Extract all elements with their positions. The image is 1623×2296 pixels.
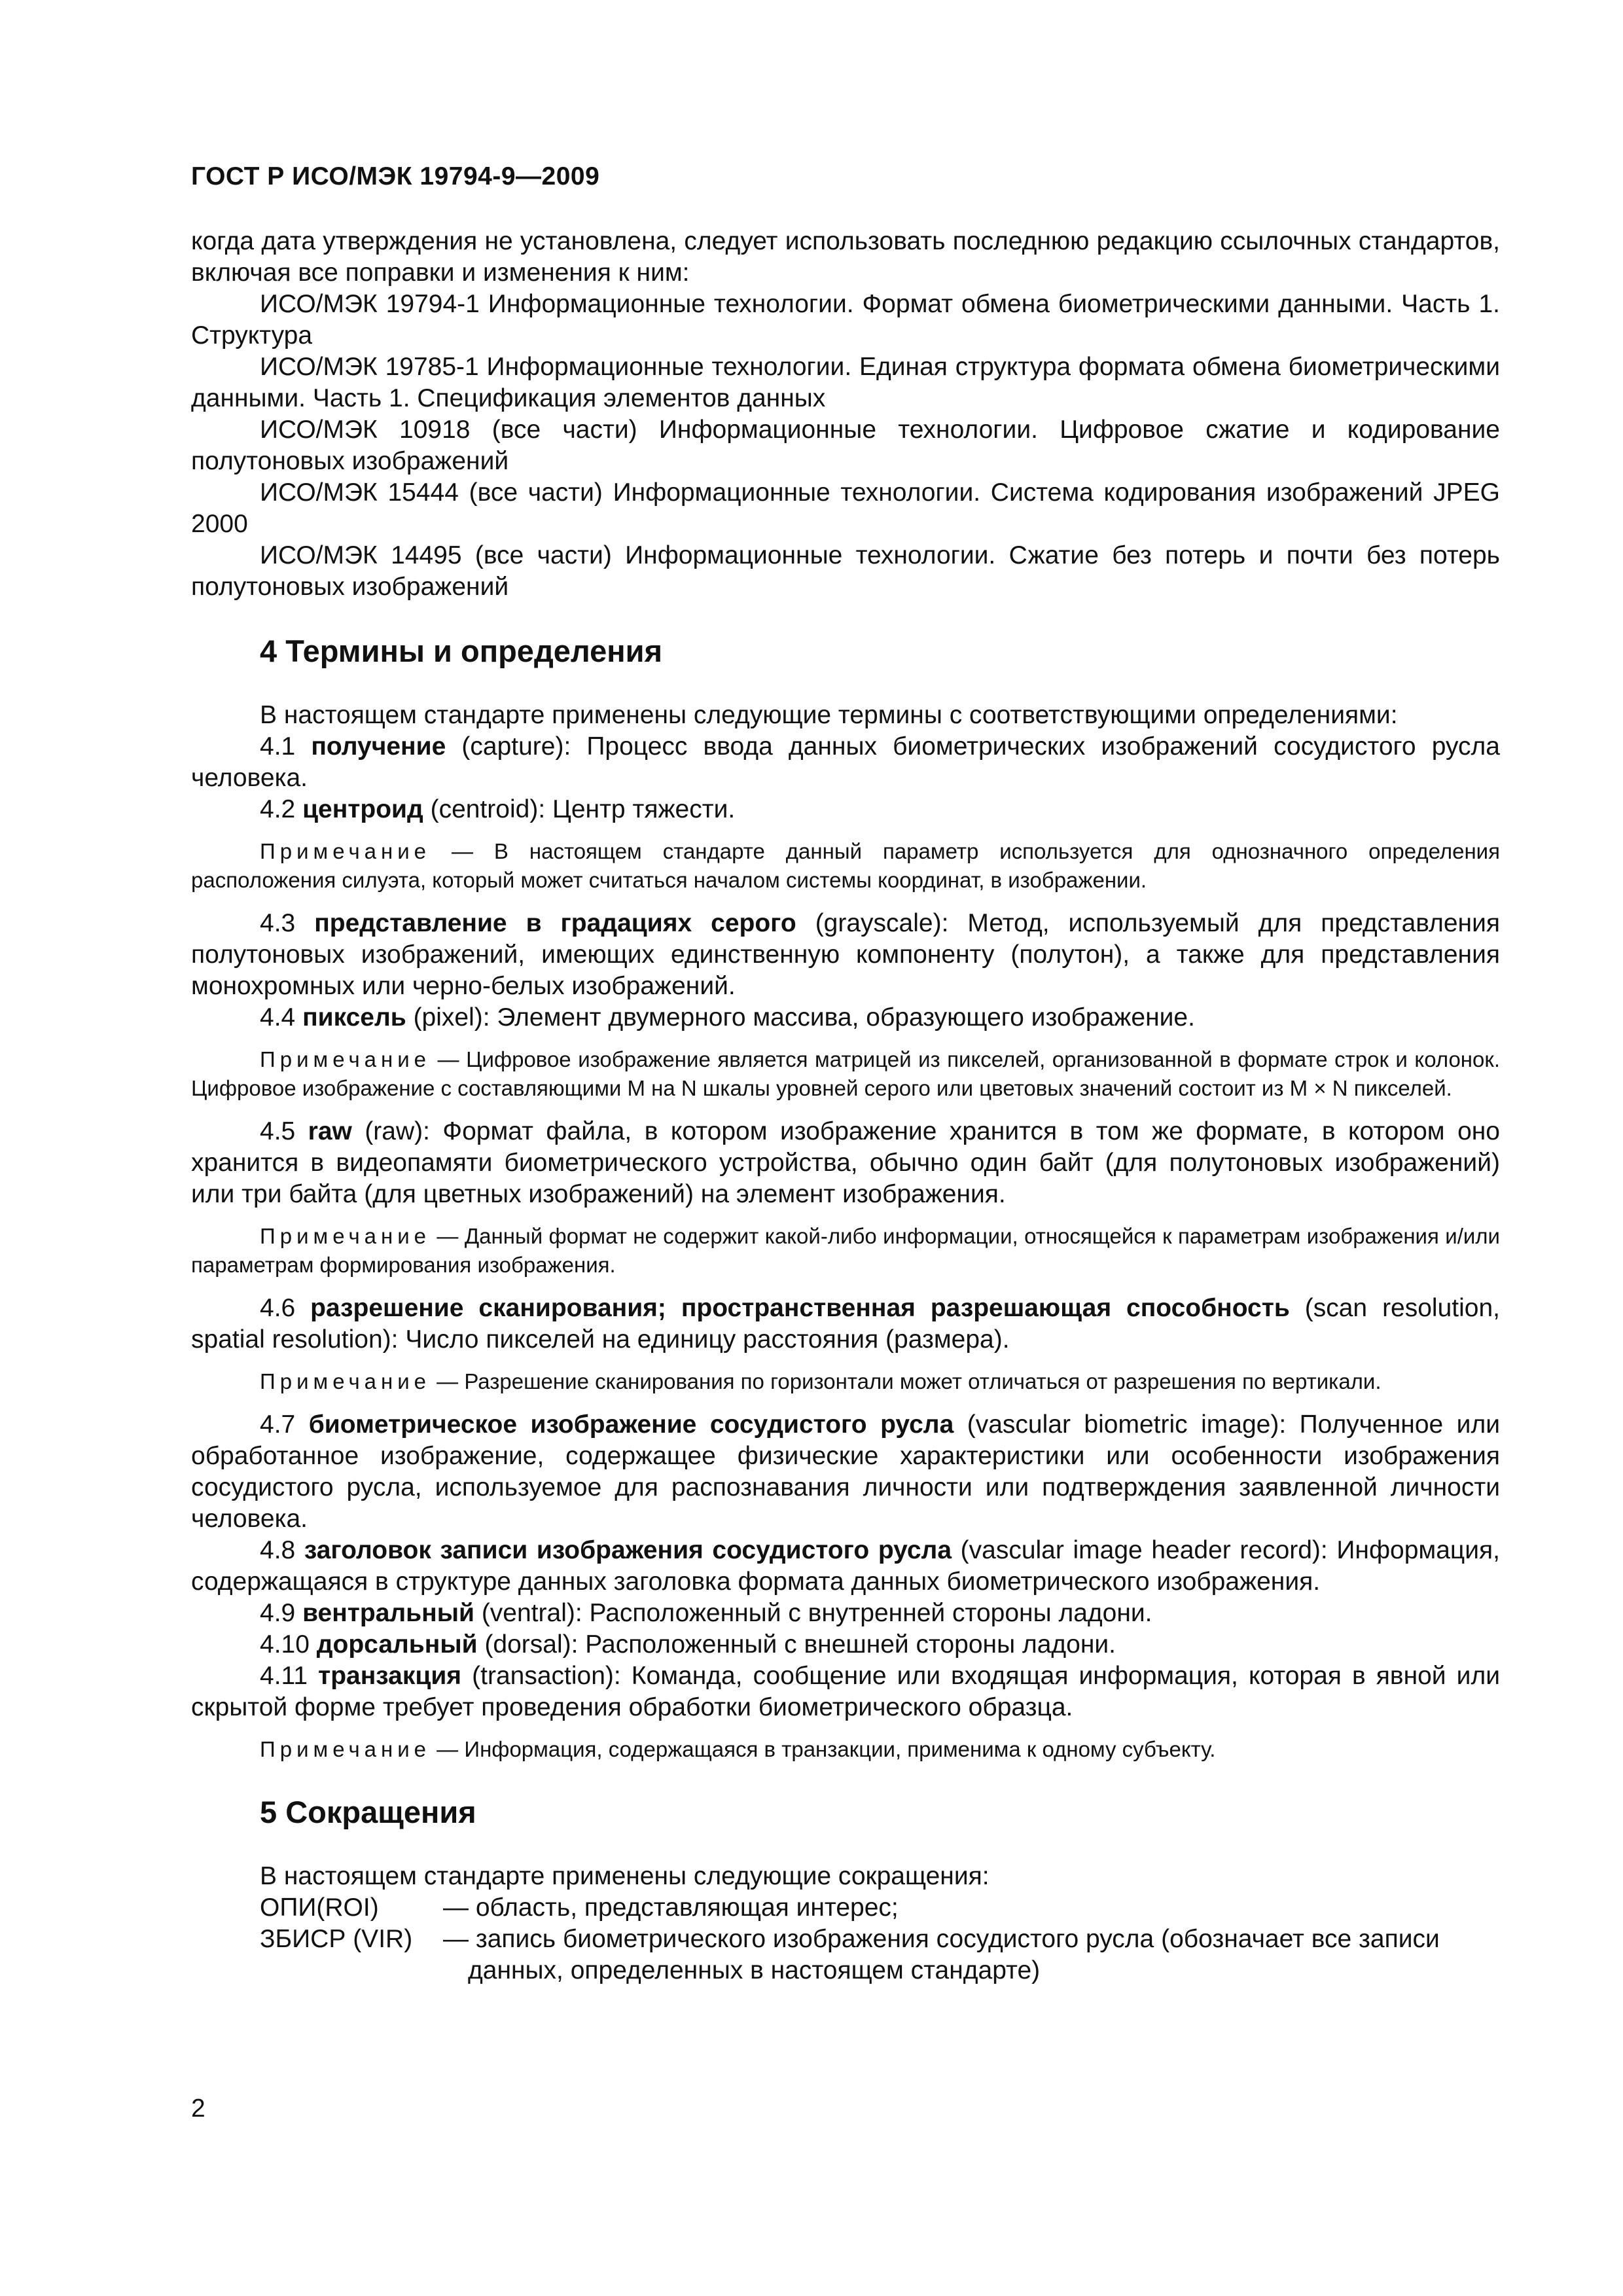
document-header: ГОСТ Р ИСО/МЭК 19794-9—2009: [191, 162, 600, 190]
note-label: Примечание: [260, 1737, 431, 1761]
term-number: 4.2: [260, 795, 296, 823]
note-4-6: [191, 1367, 1500, 1396]
note-4-5: [191, 1222, 1500, 1280]
term-definition: (grayscale): Метод, используемый для представления полутоновых изображений, имеющих единственную компоненту (полутон), а также для представления монохромных или черно-белых изображений.: [191, 909, 1500, 1000]
note-text: — Данный формат не содержит какой-либо информации, относящейся к параметрам изображения и/или параметрам формирования изображения.: [191, 1224, 1500, 1277]
intro-paragraph: когда дата утверждения не установлена, следует использовать последнюю редакцию ссылочных стандартов, включая все поправки и изменения к ним:: [191, 227, 1500, 287]
term-4-7: [191, 1409, 1500, 1535]
abbreviation-item: [191, 1924, 1500, 1986]
note-text: — Разрешение сканирования по горизонтали может отличаться от разрешения по вертикали.: [431, 1369, 1382, 1393]
term-name: транзакция: [318, 1662, 462, 1690]
note-label: Примечание: [260, 1224, 431, 1248]
reference-item: ИСО/МЭК 14495 (все части) Информационные технологии. Сжатие без потерь и почти без потерь полутоновых изображений: [191, 541, 1500, 601]
term-4-1: [191, 731, 1500, 794]
note-4-2: [191, 837, 1500, 895]
term-number: 4.7: [260, 1410, 296, 1439]
abbreviation-term: ЗБИСР (VIR): [260, 1925, 413, 1953]
abbreviation-definition: [443, 1892, 1500, 1924]
term-definition: (pixel): Элемент двумерного массива, образующего изображение.: [406, 1003, 1195, 1031]
term-name: биометрическое изображение сосудистого русла: [308, 1410, 954, 1439]
term-number: 4.11: [260, 1662, 308, 1690]
term-4-10: [191, 1629, 1500, 1660]
abbreviation-definition-line: — запись биометрического изображения сосудистого русла (обозначает все записи: [443, 1925, 1440, 1953]
term-number: 4.9: [260, 1599, 296, 1627]
abbreviation-term: ОПИ(ROI): [260, 1893, 379, 1922]
term-number: 4.10: [260, 1630, 310, 1659]
note-label: Примечание: [260, 839, 431, 863]
page-number: 2: [191, 2094, 205, 2123]
term-definition: (raw): Формат файла, в котором изображение хранится в том же формате, в котором оно хранится в видеопамяти биометрического устройства, обычно один байт (для полутоновых изображений) или три байта (для цветных изображений) на элемент изображения.: [191, 1117, 1500, 1208]
reference-item: ИСО/МЭК 19794-1 Информационные технологии. Формат обмена биометрическими данными. Часть 1. Структура: [191, 290, 1500, 350]
note-label: Примечание: [260, 1047, 431, 1071]
term-definition: (ventral): Расположенный с внутренней стороны ладони.: [474, 1599, 1152, 1627]
abbreviation-item: [191, 1892, 1500, 1924]
term-name: пиксель: [302, 1003, 406, 1031]
term-definition: (dorsal): Расположенный с внешней стороны ладони.: [477, 1630, 1116, 1659]
term-name: получение: [311, 732, 446, 761]
section-4-heading: 4 Термины и определения: [260, 634, 662, 668]
term-4-5: [191, 1116, 1500, 1210]
abbreviation-definition: [443, 1924, 1500, 1986]
note-text: — Информация, содержащаяся в транзакции, применима к одному субъекту.: [431, 1737, 1216, 1761]
reference-item: ИСО/МЭК 10918 (все части) Информационные технологии. Цифровое сжатие и кодирование полутоновых изображений: [191, 416, 1500, 475]
term-4-4: [191, 1002, 1500, 1033]
reference-item: ИСО/МЭК 15444 (все части) Информационные технологии. Система кодирования изображений JPEG 2000: [191, 478, 1500, 538]
term-name: представление в градациях серого: [314, 909, 796, 937]
term-4-6: [191, 1293, 1500, 1355]
term-number: 4.8: [260, 1536, 296, 1564]
abbreviation-definition-line: — область, представляющая интерес;: [443, 1893, 899, 1922]
term-4-3: [191, 908, 1500, 1002]
note-text: — Цифровое изображение является матрицей из пикселей, организованной в формате строк и колонок. Цифровое изображение с составляющими M на N шкалы уровней серого или цветовых значений состоит из M × N пикселей.: [191, 1047, 1500, 1100]
note-4-11: [191, 1735, 1500, 1764]
term-number: 4.1: [260, 732, 296, 761]
term-name: вентральный: [302, 1599, 474, 1627]
term-definition: (scan resolution, spatial resolution): Число пикселей на единицу расстояния (размера).: [191, 1294, 1501, 1354]
abbreviation-definition-line: данных, определенных в настоящем стандарте): [468, 1956, 1041, 1984]
term-definition: (vascular image header record): Информация, содержащаяся в структуре данных заголовка формата данных биометрического изображения.: [191, 1536, 1500, 1596]
section-5-intro: В настоящем стандарте применены следующие сокращения:: [260, 1862, 990, 1890]
section-4-intro: В настоящем стандарте применены следующие термины с соответствующими определениями:: [260, 701, 1398, 729]
note-label: Примечание: [260, 1369, 431, 1393]
term-number: 4.5: [260, 1117, 296, 1145]
term-name: разрешение сканирования; пространственная разрешающая способность: [310, 1294, 1290, 1322]
term-definition: (vascular biometric image): Полученное или обработанное изображение, содержащее физические характеристики или особенности изображения сосудистого русла, используемое для распознавания личности или подтверждения заявленной личности человека.: [191, 1410, 1501, 1533]
term-definition: (capture): Процесс ввода данных биометрических изображений сосудистого русла человека.: [191, 732, 1500, 792]
term-4-2: [191, 794, 1500, 825]
term-4-11: [191, 1660, 1500, 1723]
term-number: 4.4: [260, 1003, 296, 1031]
term-4-8: [191, 1535, 1500, 1598]
document-body: [191, 226, 1500, 1986]
term-number: 4.3: [260, 909, 296, 937]
term-definition: (centroid): Центр тяжести.: [423, 795, 736, 823]
reference-item: ИСО/МЭК 19785-1 Информационные технологии. Единая структура формата обмена биометрическими данными. Часть 1. Спецификация элементов данных: [191, 353, 1500, 412]
term-4-9: [191, 1598, 1500, 1629]
term-definition: (transaction): Команда, сообщение или входящая информация, которая в явной или скрытой форме требует проведения обработки биометрического образца.: [191, 1662, 1500, 1721]
section-5-heading: 5 Сокращения: [260, 1795, 476, 1829]
term-name: дорсальный: [316, 1630, 478, 1659]
note-text: — В настоящем стандарте данный параметр используется для однозначного определения расположения силуэта, который может считаться началом системы координат, в изображении.: [191, 839, 1500, 892]
term-name: raw: [308, 1117, 352, 1145]
note-4-4: [191, 1045, 1500, 1103]
term-name: центроид: [302, 795, 423, 823]
term-name: заголовок записи изображения сосудистого русла: [304, 1536, 952, 1564]
term-number: 4.6: [260, 1294, 296, 1322]
